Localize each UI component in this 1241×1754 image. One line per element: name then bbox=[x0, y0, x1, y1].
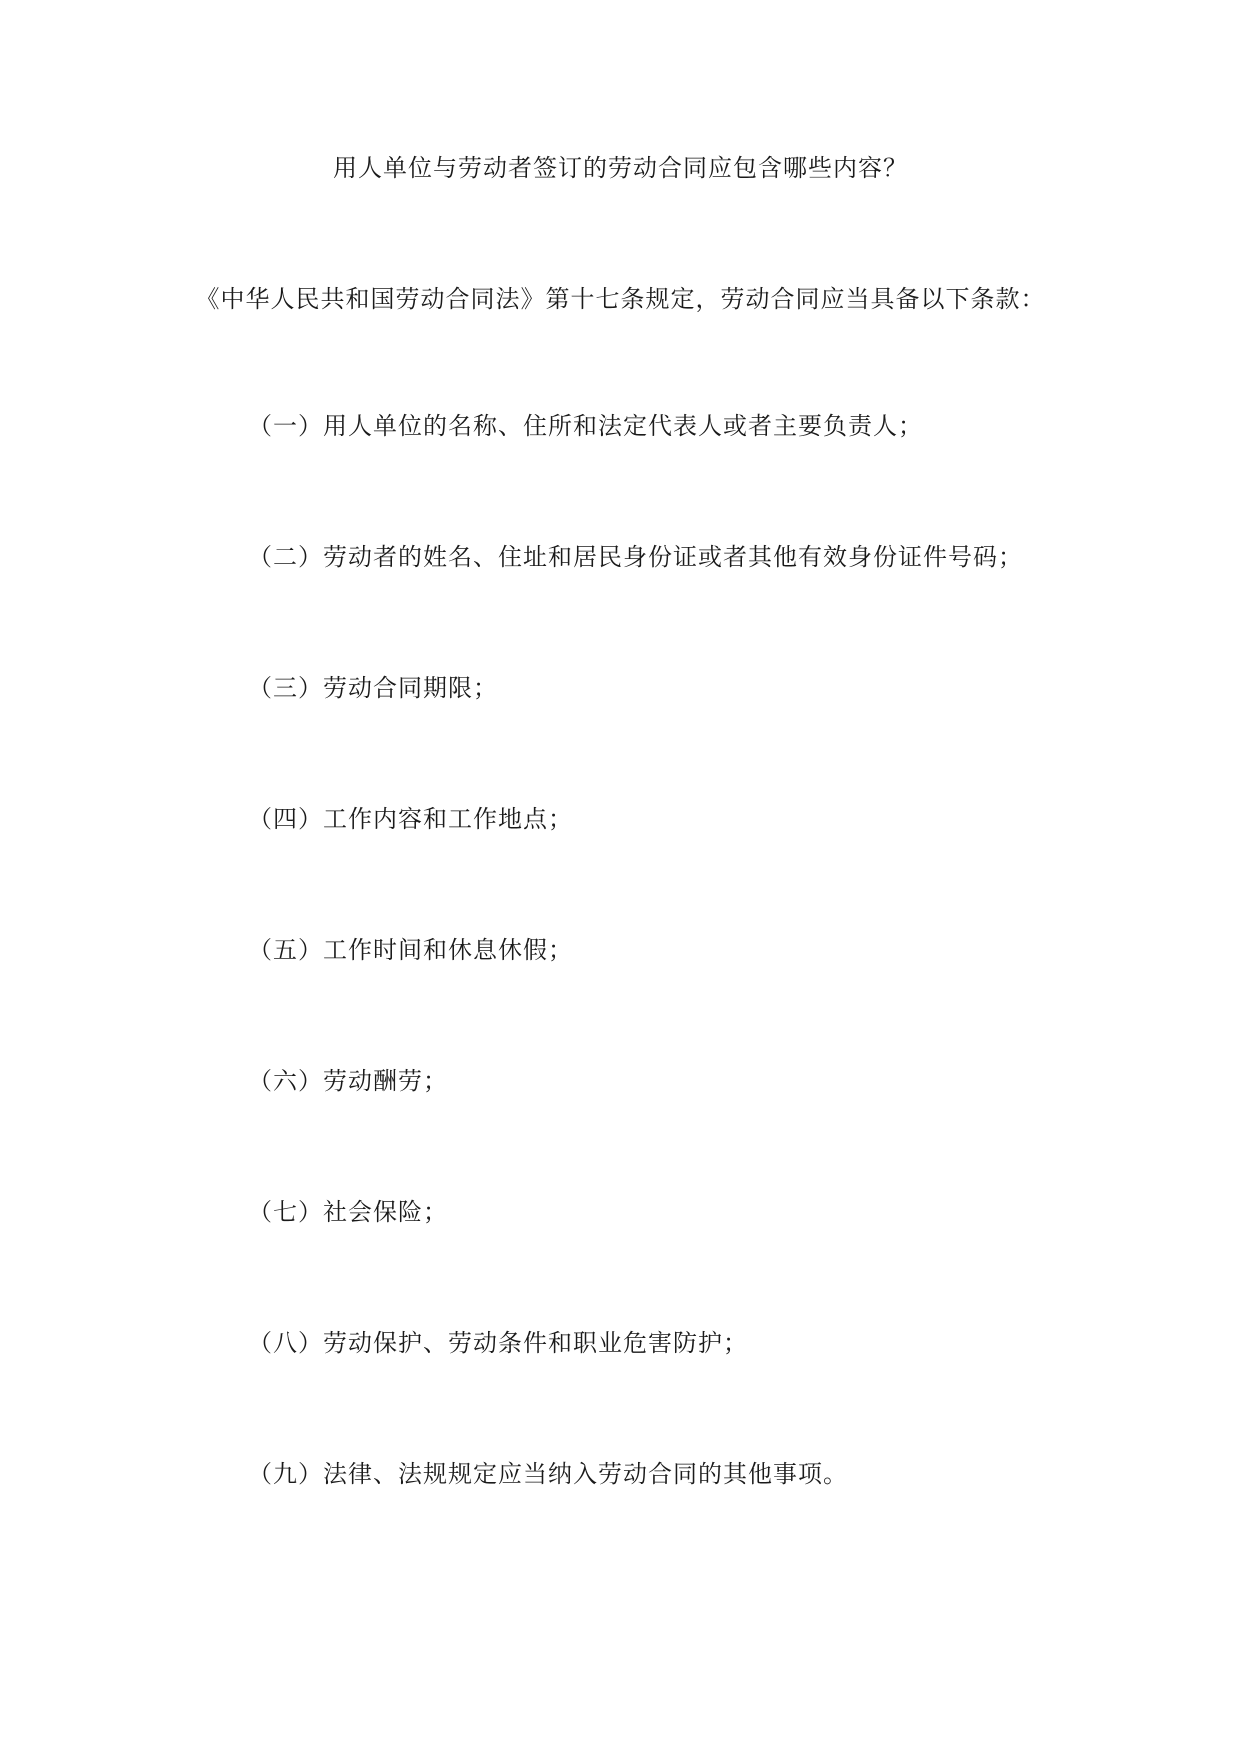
intro-paragraph: 《中华人民共和国劳动合同法》第十七条规定，劳动合同应当具备以下条款： bbox=[195, 285, 1046, 313]
document-title: 用人单位与劳动者签订的劳动合同应包含哪些内容？ bbox=[333, 154, 908, 182]
clause-item: （六）劳动酬劳； bbox=[248, 1067, 448, 1095]
clause-item: （一）用人单位的名称、住所和法定代表人或者主要负责人； bbox=[248, 412, 923, 440]
clause-item: （二）劳动者的姓名、住址和居民身份证或者其他有效身份证件号码； bbox=[248, 543, 1023, 571]
clause-item: （九）法律、法规规定应当纳入劳动合同的其他事项。 bbox=[248, 1460, 848, 1488]
clause-item: （七）社会保险； bbox=[248, 1198, 448, 1226]
clause-list bbox=[248, 410, 1023, 1589]
clause-item: （五）工作时间和休息休假； bbox=[248, 936, 573, 964]
clause-item: （八）劳动保护、劳动条件和职业危害防护； bbox=[248, 1329, 748, 1357]
clause-item: （三）劳动合同期限； bbox=[248, 674, 498, 702]
clause-item: （四）工作内容和工作地点； bbox=[248, 805, 573, 833]
